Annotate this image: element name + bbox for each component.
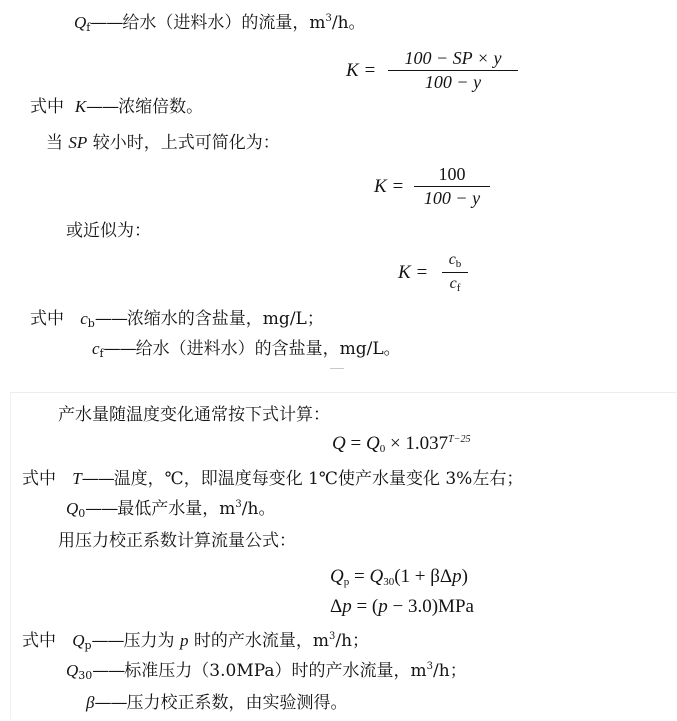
em-dash: —— (91, 631, 124, 651)
def-text: 给水（进料水）的流量，m (122, 13, 326, 33)
def-text: 浓缩倍数。 (118, 97, 204, 117)
em-dash: —— (94, 693, 127, 713)
def-cf-line (92, 338, 401, 360)
symbol-q: Q (66, 661, 79, 680)
formula-2-fraction (414, 164, 490, 208)
formula-3-fraction (442, 250, 468, 294)
formula-4: $Q = Q_0 \times 1.037^{T-25}$ (332, 433, 471, 455)
em-dash: —— (92, 661, 125, 681)
symbol-q: Q (66, 499, 79, 518)
def-q0-line (66, 498, 275, 520)
prefix-label: 式中 (22, 469, 56, 489)
symbol-c: c (92, 339, 100, 358)
symbol-q: Q (332, 433, 346, 454)
symbol-q: Q (72, 631, 85, 650)
subscript-p: p (84, 639, 92, 652)
formula-6: Δp = (p − 3.0)MPa (330, 596, 474, 617)
def-k-line (30, 96, 203, 118)
fraction-bar (388, 70, 518, 71)
symbol-t: T (72, 469, 82, 488)
temperature-intro: 产水量随温度变化通常按下式计算： (58, 405, 330, 425)
formula-1-denominator: 100 − y (424, 72, 482, 92)
formula-1-numerator: 100 − SP × y (404, 48, 502, 68)
formula-2-lhs: K = (374, 176, 405, 197)
formula-1-fraction (388, 48, 518, 92)
subscript-f: f (86, 21, 91, 34)
em-dash: —— (85, 499, 118, 519)
subscript-b: b (87, 317, 95, 330)
formula-1-lhs: K = (346, 60, 377, 81)
symbol-q: Q (74, 13, 87, 32)
subscript-30: 30 (78, 669, 93, 682)
simplify-sentence: 当 SP 较小时，上式可简化为： (46, 133, 280, 153)
em-dash: —— (103, 339, 136, 359)
symbol-k: K (74, 97, 87, 116)
subscript-0: 0 (78, 507, 86, 520)
approx-sentence: 或近似为： (66, 221, 151, 241)
def-text: 最低产水量，m (117, 499, 236, 519)
def-t-line (22, 468, 523, 490)
scan-artifact (330, 368, 344, 369)
symbol-c: c (80, 309, 88, 328)
def-text: 温度，℃，即温度每变化 1℃使产水量变化 3%左右； (113, 469, 524, 489)
subscript-f: f (99, 347, 104, 360)
def-qf-line (74, 12, 366, 34)
formula-3-lhs: K = (398, 262, 429, 283)
formula-3-numerator: $c_b$ (448, 251, 462, 270)
formula-2-numerator: 100 (438, 164, 466, 184)
superscript: 3 (235, 499, 242, 510)
def-qp-line: 式中 $Q_p——$压力为 p 时的产水流量，$m^3/h$； (22, 631, 370, 652)
def-tail: /h。 (241, 499, 276, 519)
prefix-label: 式中 (22, 631, 56, 651)
exponent: T−25 (448, 434, 471, 445)
def-cb-line (30, 308, 324, 330)
formula-3-denominator: $c_f$ (449, 275, 461, 294)
symbol-beta: β (86, 693, 95, 712)
fraction-bar (414, 186, 490, 187)
formula-2-denominator: 100 − y (423, 188, 481, 208)
em-dash: —— (90, 13, 123, 33)
def-text: 给水（进料水）的含盐量，mg/L。 (135, 339, 401, 359)
def-tail: /h。 (331, 13, 366, 33)
formula-5: $Q_p = Q_{30}(1 + \beta\Delta p)$ (330, 566, 468, 588)
fraction-bar (442, 272, 468, 273)
em-dash: —— (94, 309, 127, 329)
prefix-label: 式中 (30, 309, 64, 329)
def-text: 浓缩水的含盐量，mg/L； (126, 309, 324, 329)
pressure-intro: 用压力校正系数计算流量公式： (58, 531, 296, 551)
def-q30-line: $Q_{30}——$标准压力（3.0MPa）时的产水流量，$m^3/h$； (66, 661, 467, 682)
em-dash: —— (81, 469, 114, 489)
symbol-sp: SP (68, 133, 88, 152)
prefix-label: 式中 (30, 97, 64, 117)
def-text: 压力校正系数，由实验测得。 (126, 693, 348, 713)
def-beta-line (86, 692, 347, 714)
em-dash: —— (86, 97, 119, 117)
superscript: 3 (325, 13, 332, 24)
